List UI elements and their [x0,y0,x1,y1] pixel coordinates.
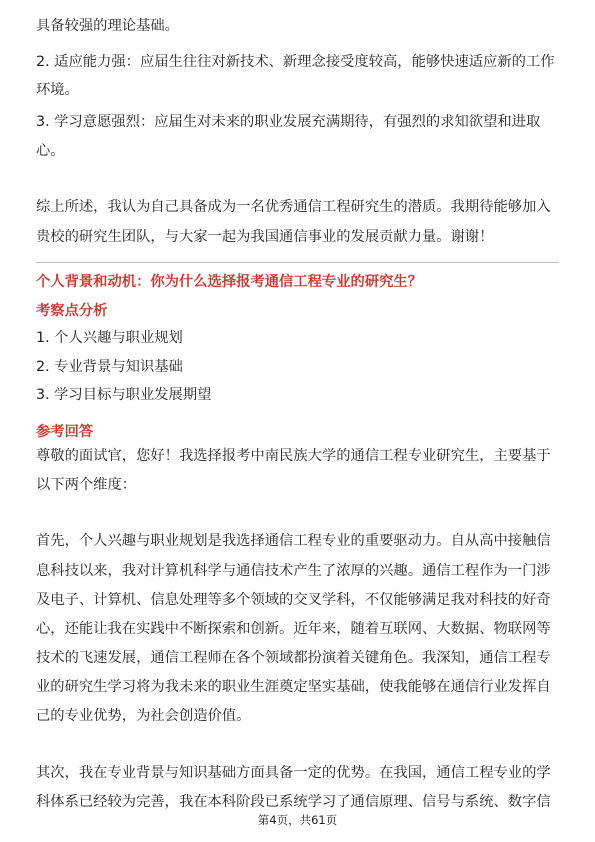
text-line: 尊敬的面试官，您好！我选择报考中南民族大学的通信工程专业研究生，主要基于 [36,448,551,464]
question-title: 个人背景和动机：你为什么选择报考通信工程专业的研究生？ [36,274,423,290]
text-line: 首先，个人兴趣与职业规划是我选择通信工程专业的重要驱动力。自从高中接触信 [36,533,551,549]
text-line: 业的研究生学习将为我未来的职业生涯奠定坚实基础，使我能够在通信行业发挥自 [36,679,551,695]
analysis-heading: 考察点分析 [36,303,108,319]
answer-heading: 参考回答 [36,424,94,440]
page-footer: 第4页，共61页 [257,813,338,827]
text-line: 2. 适应能力强：应届生往往对新技术、新理念接受度较高，能够快速适应新的工作 [36,54,555,70]
section-divider [36,262,559,263]
text-line: 息科技以来，我对计算机科学与通信技术产生了浓厚的兴趣。通信工程作为一门涉 [36,563,551,579]
text-line: 技术的飞速发展，通信工程师在各个领域都扮演着关键角色。我深知，通信工程专 [36,650,551,666]
text-line: 综上所述，我认为自己具备成为一名优秀通信工程研究生的潜质。我期待能够加入 [36,199,551,215]
text-line: 环境。 [36,82,79,98]
analysis-point: 2. 专业背景与知识基础 [36,359,183,375]
text-line: 及电子、计算机、信息处理等多个领域的交叉学科，不仅能够满足我对科技的好奇 [36,592,551,608]
text-line: 3. 学习意愿强烈：应届生对未来的职业发展充满期待，有强烈的求知欲望和进取 [36,114,541,130]
analysis-point: 3. 学习目标与职业发展期望 [36,387,212,403]
text-line: 科体系已经较为完善，我在本科阶段已系统学习了通信原理、信号与系统、数字信 [36,794,551,810]
analysis-point: 1. 个人兴趣与职业规划 [36,330,183,346]
text-line: 以下两个维度： [36,477,137,493]
text-line: 心，还能让我在实践中不断探索和创新。近年来，随着互联网、大数据、物联网等 [36,621,551,637]
text-line: 具备较强的理论基础。 [36,18,179,34]
text-line: 其次，我在专业背景与知识基础方面具备一定的优势。在我国，通信工程专业的学 [36,765,551,781]
text-line: 己的专业优势，为社会创造价值。 [36,708,251,724]
text-line: 贵校的研究生团队，与大家一起为我国通信事业的发展贡献力量。谢谢！ [36,229,494,245]
text-line: 心。 [36,143,65,159]
